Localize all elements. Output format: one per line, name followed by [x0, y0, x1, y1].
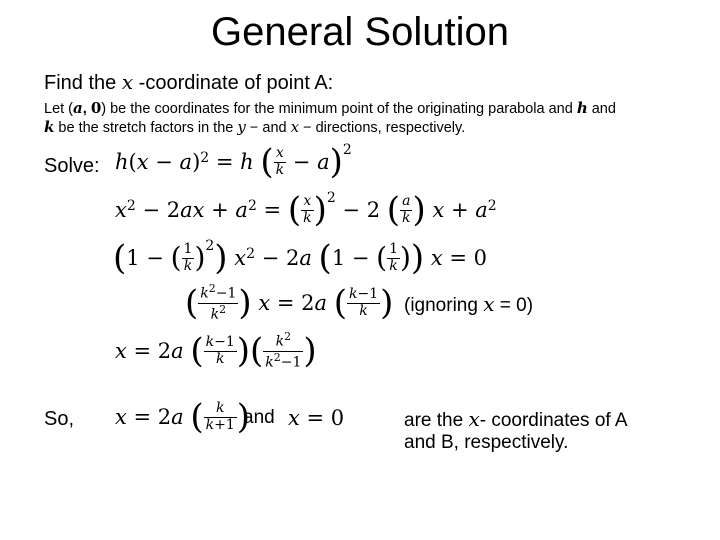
intro-text: be the stretch factors in the — [54, 120, 238, 136]
equation-1: h ( x − a ) 2 = h ( x k − a ) 2 — [115, 142, 352, 182]
ignoring-note — [404, 292, 533, 317]
intro-text: − and — [245, 120, 291, 136]
conclusion-text: - coordinates of A — [479, 410, 628, 431]
intro-var-h: h — [576, 99, 588, 117]
equation-2: x 2 − 2 ax + a 2 = ( x k ) 2 − 2 ( a k ) x + a 2 — [115, 190, 497, 230]
intro-var-y: y — [237, 118, 246, 136]
equation-5: x = 2 a ( k−1 k ) ( $k^2$ $k^2-1$ ) — [115, 330, 317, 371]
ignoring-text: (ignoring — [404, 295, 484, 316]
equation-6: x = 2 a ( k k+1 ) — [115, 397, 251, 437]
conclusion-line-1 — [404, 407, 628, 432]
ignoring-var: x — [483, 292, 495, 316]
heading-text-before: Find the — [44, 72, 122, 94]
intro-var-k: k — [44, 118, 55, 136]
equation-7: x = 0 — [288, 406, 345, 430]
solve-label: Solve: — [44, 155, 100, 177]
conclusion-var: x — [468, 407, 480, 431]
intro-line-2 — [44, 118, 465, 136]
intro-line-1 — [44, 99, 616, 117]
intro-var-x: x — [290, 118, 300, 136]
equation-4: ( $k^2-1$ $k^2$ ) x = 2 a ( k−1 k ) — [185, 282, 394, 323]
and-label: and — [243, 407, 275, 428]
equation-3: ( 1 − ( 1 k ) 2 ) x 2 − 2 a ( 1 − ( 1 k ) ) x = 0 — [113, 238, 488, 278]
intro-var-a: a — [73, 99, 83, 117]
heading-var: x — [121, 70, 134, 94]
ignoring-text: = 0) — [494, 295, 534, 316]
intro-text: ) be the coordinates for the minimum point of the originating parabola and — [101, 101, 577, 117]
intro-text: − directions, respectively. — [299, 120, 466, 136]
intro-zero: 0 — [90, 99, 102, 117]
intro-comma: , — [82, 101, 91, 117]
page-title: General Solution — [211, 10, 509, 54]
conclusion-line-2: and B, respectively. — [404, 432, 569, 453]
intro-text: and — [587, 101, 616, 117]
heading — [44, 70, 333, 95]
heading-text-after: -coordinate of point A: — [133, 72, 334, 94]
intro-text: Let ( — [44, 101, 74, 117]
conclusion-text: are the — [404, 410, 469, 431]
so-label: So, — [44, 408, 75, 430]
